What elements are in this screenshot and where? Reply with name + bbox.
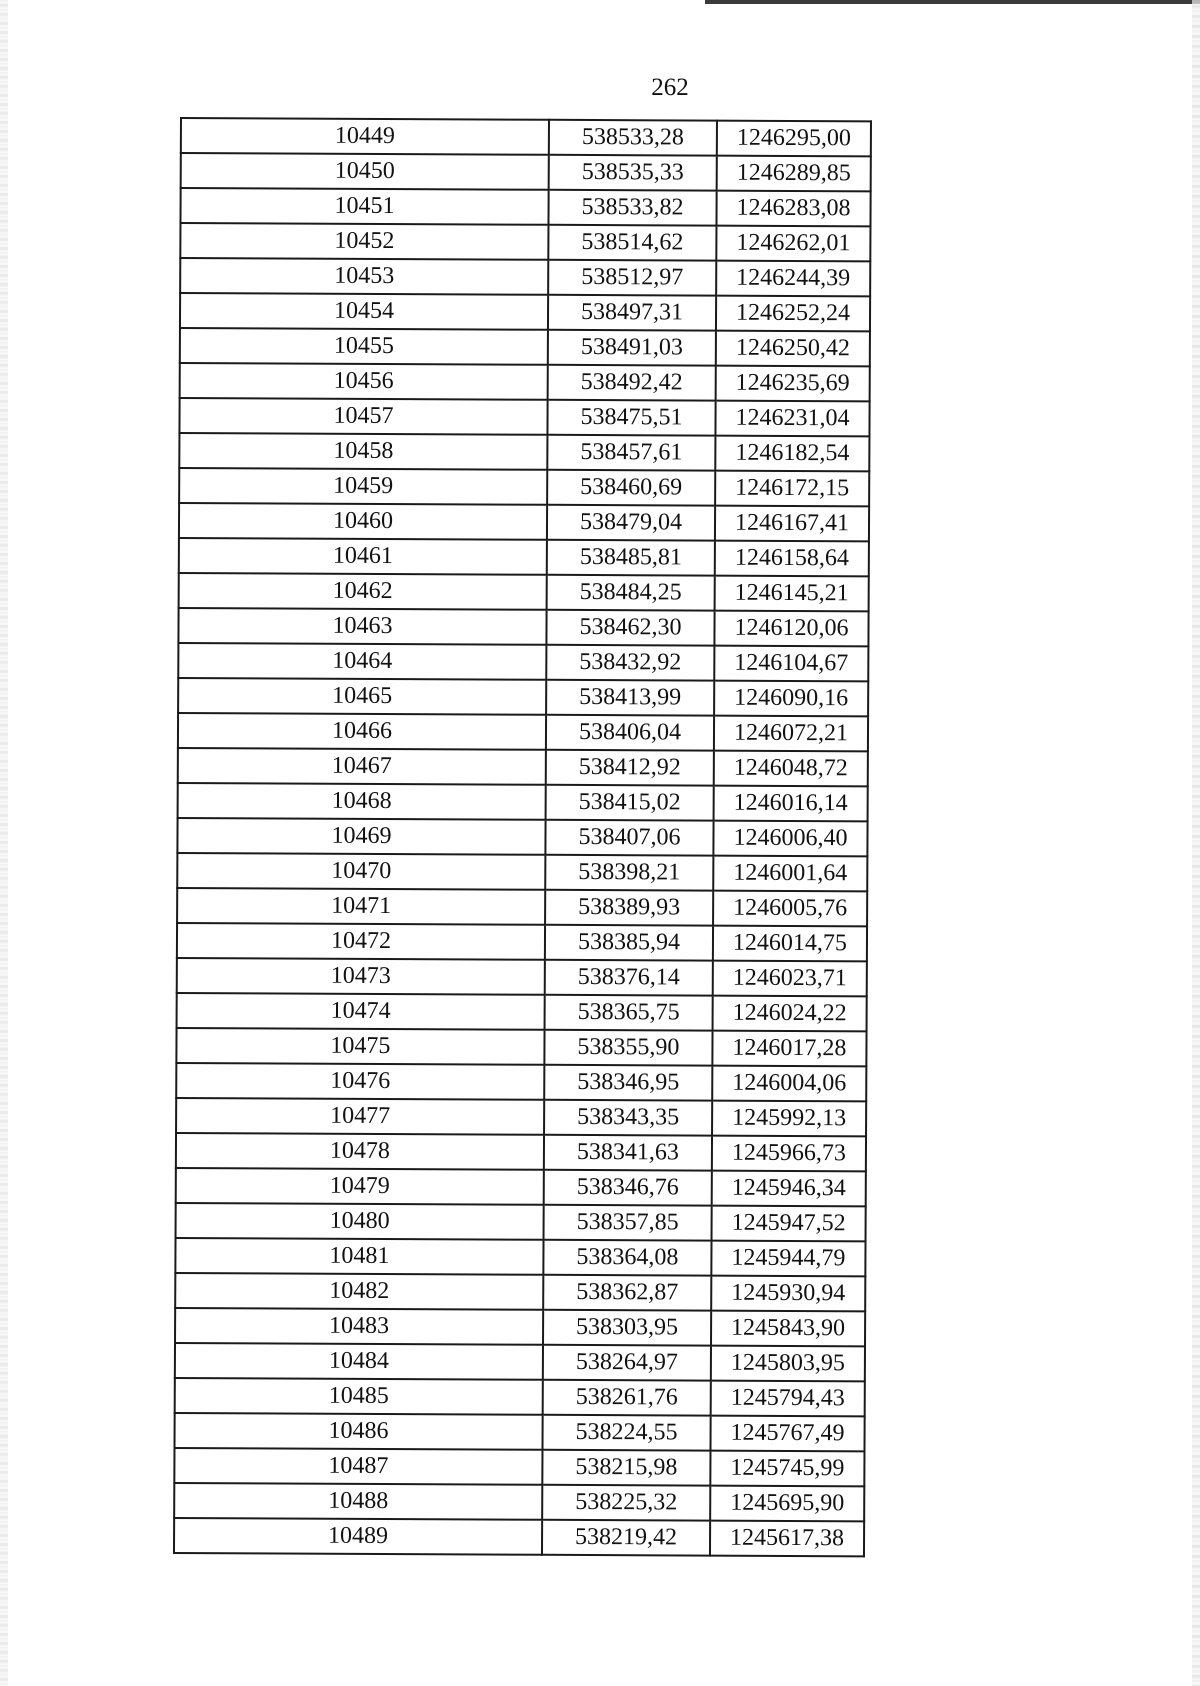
y-coordinate-cell: 1246145,21 xyxy=(715,576,869,612)
point-number-cell: 10486 xyxy=(174,1413,542,1450)
scan-edge-left xyxy=(0,0,8,1686)
point-number-cell: 10479 xyxy=(176,1168,544,1205)
y-coordinate-cell: 1245803,95 xyxy=(711,1346,865,1382)
y-coordinate-cell: 1246283,08 xyxy=(716,191,870,227)
y-coordinate-cell: 1245695,90 xyxy=(710,1486,864,1522)
y-coordinate-cell: 1246250,42 xyxy=(716,331,870,367)
x-coordinate-cell: 538225,32 xyxy=(542,1485,710,1521)
point-number-cell: 10482 xyxy=(175,1273,543,1310)
point-number-cell: 10455 xyxy=(180,328,548,365)
y-coordinate-cell: 1246004,06 xyxy=(712,1066,866,1102)
x-coordinate-cell: 538385,94 xyxy=(545,925,713,961)
y-coordinate-cell: 1245947,52 xyxy=(712,1206,866,1242)
table-row xyxy=(175,1308,865,1346)
point-number-cell: 10481 xyxy=(175,1238,543,1275)
table-row xyxy=(180,258,870,296)
table-row xyxy=(180,293,870,331)
y-coordinate-cell: 1246048,72 xyxy=(714,751,868,787)
table-row xyxy=(177,958,867,996)
table-row xyxy=(179,503,869,541)
table-row xyxy=(178,643,868,681)
x-coordinate-cell: 538303,95 xyxy=(543,1310,711,1346)
point-number-cell: 10472 xyxy=(177,923,545,960)
y-coordinate-cell: 1246104,67 xyxy=(714,646,868,682)
y-coordinate-cell: 1245617,38 xyxy=(710,1521,864,1557)
point-number-cell: 10449 xyxy=(181,118,549,155)
x-coordinate-cell: 538512,97 xyxy=(548,260,716,296)
table-row xyxy=(176,1203,866,1241)
x-coordinate-cell: 538484,25 xyxy=(547,575,715,611)
y-coordinate-cell: 1246014,75 xyxy=(713,926,867,962)
point-number-cell: 10464 xyxy=(178,643,546,680)
x-coordinate-cell: 538407,06 xyxy=(545,820,713,856)
table-row xyxy=(177,888,867,926)
y-coordinate-cell: 1246005,76 xyxy=(713,891,867,927)
point-number-cell: 10473 xyxy=(177,958,545,995)
point-number-cell: 10460 xyxy=(179,503,547,540)
x-coordinate-cell: 538376,14 xyxy=(545,960,713,996)
table-row xyxy=(180,328,870,366)
point-number-cell: 10459 xyxy=(179,468,547,505)
y-coordinate-cell: 1245930,94 xyxy=(711,1276,865,1312)
point-number-cell: 10476 xyxy=(176,1063,544,1100)
table-row xyxy=(178,748,868,786)
x-coordinate-cell: 538346,95 xyxy=(544,1065,712,1101)
point-number-cell: 10453 xyxy=(180,258,548,295)
x-coordinate-cell: 538415,02 xyxy=(546,785,714,821)
y-coordinate-cell: 1246024,22 xyxy=(713,996,867,1032)
y-coordinate-cell: 1245992,13 xyxy=(712,1101,866,1137)
table-row xyxy=(178,678,868,716)
y-coordinate-cell: 1245944,79 xyxy=(711,1241,865,1277)
x-coordinate-cell: 538535,33 xyxy=(549,155,717,191)
x-coordinate-cell: 538514,62 xyxy=(548,225,716,261)
point-number-cell: 10452 xyxy=(180,223,548,260)
table-row xyxy=(174,1518,864,1556)
point-number-cell: 10475 xyxy=(176,1028,544,1065)
y-coordinate-cell: 1246289,85 xyxy=(717,156,871,192)
table-row xyxy=(178,783,868,821)
point-number-cell: 10450 xyxy=(181,153,549,190)
table-row xyxy=(180,188,870,226)
y-coordinate-cell: 1245946,34 xyxy=(712,1171,866,1207)
point-number-cell: 10465 xyxy=(178,678,546,715)
y-coordinate-cell: 1245767,49 xyxy=(710,1416,864,1452)
x-coordinate-cell: 538365,75 xyxy=(545,995,713,1031)
x-coordinate-cell: 538215,98 xyxy=(542,1450,710,1486)
x-coordinate-cell: 538364,08 xyxy=(543,1240,711,1276)
y-coordinate-cell: 1246231,04 xyxy=(715,401,869,437)
point-number-cell: 10457 xyxy=(179,398,547,435)
x-coordinate-cell: 538346,76 xyxy=(544,1170,712,1206)
x-coordinate-cell: 538457,61 xyxy=(547,435,715,471)
x-coordinate-cell: 538462,30 xyxy=(546,610,714,646)
x-coordinate-cell: 538341,63 xyxy=(544,1135,712,1171)
y-coordinate-cell: 1246090,16 xyxy=(714,681,868,717)
y-coordinate-cell: 1246016,14 xyxy=(714,786,868,822)
y-coordinate-cell: 1245966,73 xyxy=(712,1136,866,1172)
x-coordinate-cell: 538497,31 xyxy=(548,295,716,331)
x-coordinate-cell: 538398,21 xyxy=(545,855,713,891)
x-coordinate-cell: 538460,69 xyxy=(547,470,715,506)
x-coordinate-cell: 538485,81 xyxy=(547,540,715,576)
x-coordinate-cell: 538219,42 xyxy=(542,1520,710,1556)
table-row xyxy=(174,1483,864,1521)
y-coordinate-cell: 1246006,40 xyxy=(713,821,867,857)
y-coordinate-cell: 1246295,00 xyxy=(717,121,871,157)
table-row xyxy=(174,1413,864,1451)
y-coordinate-cell: 1245794,43 xyxy=(711,1381,865,1417)
table-row xyxy=(177,818,867,856)
table-row xyxy=(180,363,870,401)
table-row xyxy=(174,1448,864,1486)
point-number-cell: 10451 xyxy=(180,188,548,225)
y-coordinate-cell: 1246172,15 xyxy=(715,471,869,507)
point-number-cell: 10463 xyxy=(178,608,546,645)
point-number-cell: 10488 xyxy=(174,1483,542,1520)
point-number-cell: 10470 xyxy=(177,853,545,890)
point-number-cell: 10489 xyxy=(174,1518,542,1555)
x-coordinate-cell: 538475,51 xyxy=(547,400,715,436)
table-row xyxy=(176,1133,866,1171)
y-coordinate-cell: 1245843,90 xyxy=(711,1311,865,1347)
x-coordinate-cell: 538432,92 xyxy=(546,645,714,681)
y-coordinate-cell: 1246182,54 xyxy=(715,436,869,472)
y-coordinate-cell: 1246158,64 xyxy=(715,541,869,577)
coordinates-table-container xyxy=(173,117,870,1557)
table-row xyxy=(175,1238,865,1276)
y-coordinate-cell: 1246235,69 xyxy=(716,366,870,402)
scan-border-line xyxy=(705,0,1200,4)
x-coordinate-cell: 538261,76 xyxy=(543,1380,711,1416)
table-row xyxy=(181,153,871,191)
table-row xyxy=(179,538,869,576)
x-coordinate-cell: 538264,97 xyxy=(543,1345,711,1381)
table-row xyxy=(179,433,869,471)
point-number-cell: 10467 xyxy=(178,748,546,785)
table-row xyxy=(177,923,867,961)
point-number-cell: 10471 xyxy=(177,888,545,925)
x-coordinate-cell: 538533,28 xyxy=(549,120,717,156)
table-row xyxy=(179,398,869,436)
coordinates-table-body xyxy=(174,118,871,1556)
point-number-cell: 10462 xyxy=(179,573,547,610)
scan-edge-right xyxy=(1192,0,1200,1686)
point-number-cell: 10483 xyxy=(175,1308,543,1345)
coordinates-table xyxy=(173,117,872,1557)
table-row xyxy=(177,853,867,891)
table-row xyxy=(181,118,871,156)
y-coordinate-cell: 1245745,99 xyxy=(710,1451,864,1487)
x-coordinate-cell: 538412,92 xyxy=(546,750,714,786)
table-row xyxy=(176,1168,866,1206)
y-coordinate-cell: 1246072,21 xyxy=(714,716,868,752)
y-coordinate-cell: 1246001,64 xyxy=(713,856,867,892)
table-row xyxy=(177,993,867,1031)
point-number-cell: 10484 xyxy=(175,1343,543,1380)
table-row xyxy=(175,1378,865,1416)
x-coordinate-cell: 538413,99 xyxy=(546,680,714,716)
x-coordinate-cell: 538224,55 xyxy=(542,1415,710,1451)
point-number-cell: 10469 xyxy=(177,818,545,855)
x-coordinate-cell: 538406,04 xyxy=(546,715,714,751)
y-coordinate-cell: 1246023,71 xyxy=(713,961,867,997)
point-number-cell: 10477 xyxy=(176,1098,544,1135)
y-coordinate-cell: 1246017,28 xyxy=(712,1031,866,1067)
x-coordinate-cell: 538389,93 xyxy=(545,890,713,926)
x-coordinate-cell: 538357,85 xyxy=(544,1205,712,1241)
table-row xyxy=(176,1028,866,1066)
page-number: 262 xyxy=(651,74,689,101)
x-coordinate-cell: 538362,87 xyxy=(543,1275,711,1311)
table-row xyxy=(178,608,868,646)
x-coordinate-cell: 538355,90 xyxy=(544,1030,712,1066)
y-coordinate-cell: 1246167,41 xyxy=(715,506,869,542)
point-number-cell: 10478 xyxy=(176,1133,544,1170)
point-number-cell: 10456 xyxy=(180,363,548,400)
y-coordinate-cell: 1246262,01 xyxy=(716,226,870,262)
table-row xyxy=(178,713,868,751)
table-row xyxy=(176,1063,866,1101)
y-coordinate-cell: 1246120,06 xyxy=(714,611,868,647)
table-row xyxy=(179,468,869,506)
table-row xyxy=(175,1273,865,1311)
x-coordinate-cell: 538492,42 xyxy=(548,365,716,401)
point-number-cell: 10466 xyxy=(178,713,546,750)
y-coordinate-cell: 1246252,24 xyxy=(716,296,870,332)
point-number-cell: 10474 xyxy=(177,993,545,1030)
point-number-cell: 10480 xyxy=(176,1203,544,1240)
x-coordinate-cell: 538533,82 xyxy=(548,190,716,226)
table-row xyxy=(179,573,869,611)
table-row xyxy=(180,223,870,261)
point-number-cell: 10468 xyxy=(178,783,546,820)
point-number-cell: 10461 xyxy=(179,538,547,575)
table-row xyxy=(175,1343,865,1381)
point-number-cell: 10458 xyxy=(179,433,547,470)
x-coordinate-cell: 538491,03 xyxy=(548,330,716,366)
y-coordinate-cell: 1246244,39 xyxy=(716,261,870,297)
table-row xyxy=(176,1098,866,1136)
x-coordinate-cell: 538343,35 xyxy=(544,1100,712,1136)
x-coordinate-cell: 538479,04 xyxy=(547,505,715,541)
point-number-cell: 10454 xyxy=(180,293,548,330)
point-number-cell: 10487 xyxy=(174,1448,542,1485)
point-number-cell: 10485 xyxy=(175,1378,543,1415)
